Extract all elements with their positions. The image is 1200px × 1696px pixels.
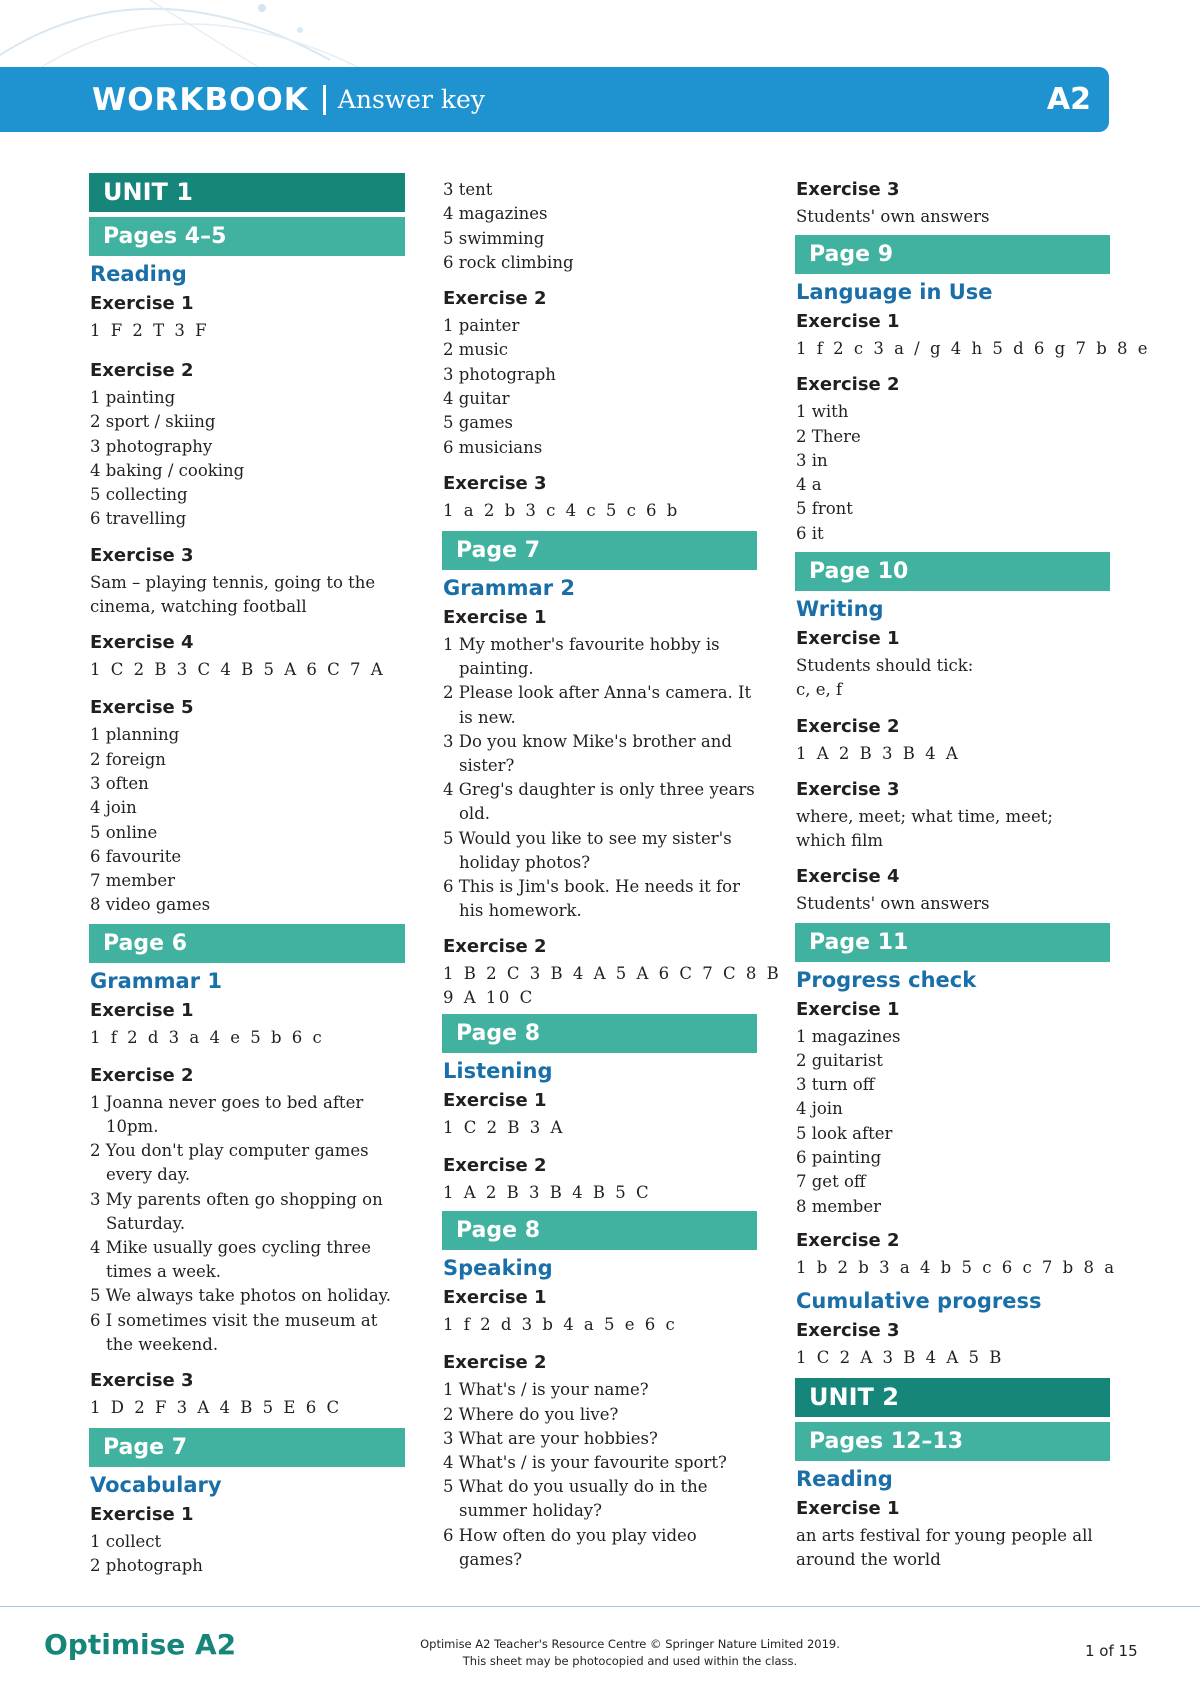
answer-item: 7 member [90,871,176,891]
answer-item: 7 get off [796,1172,866,1192]
answer-item: 6 musicians [443,437,543,457]
answer-item: 5 swimming [443,228,545,248]
pages-heading: Pages 12–13 [795,1422,1110,1461]
section-grammar-2: Grammar 2 [443,575,575,600]
answer-item: 3 often [90,773,149,793]
exercise-title: Exercise 4 [796,866,900,888]
header-subtitle: Answer key [337,85,485,114]
answer-item: 4 join [796,1099,843,1119]
answer-item: 5 look after [796,1123,893,1143]
section-reading: Reading [796,1466,893,1491]
exercise-title: Exercise 1 [90,999,194,1021]
answer-item: 5 games [443,413,514,433]
answer-item: an arts festival for young people all [796,1525,1093,1545]
answer-item: 4 What's / is your favourite sport? [443,1453,727,1473]
answer-item: 8 member [796,1196,882,1216]
column-3 [795,178,1151,1573]
page-number: 1 of 15 [1085,1642,1138,1660]
column-2 [442,178,782,1572]
answer-line: 1 D 2 F 3 A 4 B 5 E 6 C [90,1397,342,1417]
answer-item: 1 Joanna never goes to bed after 10pm. [90,1092,364,1136]
exercise-title: Exercise 3 [796,179,900,200]
header-workbook-title: WORKBOOK [92,81,309,118]
exercise-title: Exercise 2 [443,1155,547,1177]
answer-line: 1 C 2 A 3 B 4 A 5 B [796,1347,1004,1367]
page-heading: Page 11 [795,923,1110,962]
answer-item: Students' own answers [796,207,990,226]
pages-heading: Pages 4–5 [89,217,405,256]
exercise-title: Exercise 1 [443,1090,547,1112]
exercise-title: Exercise 3 [796,778,900,800]
answer-line: 1 C 2 B 3 C 4 B 5 A 6 C 7 A [90,660,386,680]
page-heading: Page 7 [442,531,757,570]
answer-item: 1 My mother's favourite hobby is painting. [443,634,720,679]
footer-copyright [360,1636,900,1670]
answer-item: 1 collect [90,1531,162,1551]
exercise-title: Exercise 1 [90,1503,194,1525]
answer-item: 1 What's / is your name? [443,1380,649,1400]
answer-item: c, e, f [796,680,843,700]
answer-item: 6 painting [796,1148,882,1168]
answer-item: 2 music [443,340,509,360]
answer-item: 2 There [796,426,861,446]
answer-item: 4 join [90,798,137,818]
answer-line: 1 A 2 B 3 B 4 B 5 C [443,1183,652,1203]
answer-item: 2 Where do you live? [443,1404,619,1424]
exercise-title: Exercise 1 [796,628,900,650]
answer-item: 5 collecting [90,485,188,505]
answer-item: 3 photograph [443,364,556,384]
answer-item: 6 How often do you play video games? [443,1525,697,1569]
answer-item: 6 I sometimes visit the museum at the weekend. [90,1310,378,1354]
exercise-title: Exercise 2 [796,1229,900,1251]
answer-item: 5 What do you usually do in the summer holiday? [443,1477,708,1521]
header-bar [0,67,1109,132]
answer-item: 5 online [90,822,158,842]
answer-item: 3 turn off [796,1075,875,1095]
exercise-title: Exercise 4 [90,632,194,654]
section-grammar-1: Grammar 1 [90,968,222,993]
answer-item: 2 Please look after Anna's camera. It is new. [443,683,752,727]
header-level: A2 [1046,82,1091,117]
answer-line: 1 a 2 b 3 c 4 c 5 c 6 b [443,500,680,520]
exercise-title: Exercise 5 [90,697,194,719]
exercise-title: Exercise 3 [90,1369,194,1391]
exercise-title: Exercise 2 [443,936,547,958]
answer-item: 4 Mike usually goes cycling three times a week. [90,1237,372,1282]
answer-item: 6 This is Jim's book. He needs it for his homework. [443,877,740,921]
page-heading: Page 8 [442,1211,757,1250]
answer-item: where, meet; what time, meet; [796,806,1053,826]
answer-item: 4 Greg's daughter is only three years old. [443,780,755,824]
header-separator [323,85,326,115]
exercise-title: Exercise 1 [443,606,547,628]
answer-item: 3 What are your hobbies? [443,1428,658,1448]
answer-item: 6 favourite [90,846,182,866]
answer-item: 8 video games [90,895,211,915]
answer-item: 2 foreign [90,749,166,769]
answer-item: 5 We always take photos on holiday. [90,1286,392,1306]
answer-item: 1 with [796,402,849,422]
answer-item: 2 photograph [90,1556,203,1576]
section-listening: Listening [443,1059,553,1084]
answer-line: 1 f 2 d 3 a 4 e 5 b 6 c [90,1027,325,1047]
answer-item: 1 planning [90,725,180,745]
section-vocabulary: Vocabulary [90,1472,222,1497]
section-progress-check: Progress check [796,967,977,992]
answer-item: 1 magazines [796,1026,901,1046]
exercise-title: Exercise 2 [443,1352,547,1374]
answer-item: 3 tent [443,180,493,199]
exercise-title: Exercise 1 [796,311,900,333]
answer-item: Students should tick: [796,656,974,676]
exercise-title: Exercise 2 [796,715,900,737]
answer-item: 3 My parents often go shopping on Saturday. [90,1189,383,1233]
answer-item: 3 photography [90,436,213,456]
answer-item: 1 painting [90,388,176,407]
answer-line: 1 F 2 T 3 F [90,321,210,340]
page-heading: Page 6 [89,924,405,963]
page-heading: Page 7 [89,1428,405,1467]
footer-divider [0,1606,1200,1607]
answer-item: 2 sport / skiing [90,412,216,432]
answer-item: 5 front [796,499,853,519]
exercise-title: Exercise 2 [796,374,900,396]
answer-line: 1 f 2 d 3 b 4 a 5 e 6 c [443,1315,678,1335]
answer-item: 4 a [796,475,822,495]
answer-item: 6 it [796,523,824,543]
answer-item: which film [796,830,884,850]
footer-copyright-line-1: Optimise A2 Teacher's Resource Centre © Springer Nature Limited 2019. [420,1637,840,1651]
section-reading: Reading [90,262,187,286]
exercise-title: Exercise 3 [443,472,547,494]
exercise-title: Exercise 1 [90,293,194,314]
section-cumulative-progress: Cumulative progress [796,1288,1042,1313]
section-language-in-use: Language in Use [796,280,993,305]
answer-line: 1 A 2 B 3 B 4 A [796,743,961,763]
answer-item: 1 painter [443,316,520,336]
answer-item: 6 rock climbing [443,252,574,272]
answer-item: 4 guitar [443,389,510,409]
answer-line: 1 B 2 C 3 B 4 A 5 A 6 C 7 C 8 B [443,964,782,984]
answer-line: 1 C 2 B 3 A [443,1118,565,1138]
answer-line: 9 A 10 C [443,988,535,1008]
answer-item: 4 baking / cooking [90,460,245,480]
section-speaking: Speaking [443,1256,553,1281]
exercise-title: Exercise 3 [90,544,194,566]
decorative-background-arcs [0,0,380,70]
answer-item: 3 Do you know Mike's brother and sister? [443,731,732,775]
section-writing: Writing [796,597,884,622]
exercise-title: Exercise 3 [796,1319,900,1341]
footer-copyright-line-2: This sheet may be photocopied and used within the class. [462,1654,798,1668]
page-heading: Page 9 [795,235,1110,274]
answer-line: 1 f 2 c 3 a / g 4 h 5 d 6 g 7 b 8 e [796,339,1151,359]
answer-item: Sam – playing tennis, going to the [90,572,376,592]
answer-item: 5 Would you like to see my sister's holiday photos? [443,828,732,872]
answer-item: 4 magazines [443,204,548,224]
page-heading: Page 10 [795,552,1110,591]
footer-brand-logo: Optimise A2 [44,1628,237,1661]
answer-item: 2 guitarist [796,1050,883,1070]
exercise-title: Exercise 2 [443,288,547,310]
exercise-title: Exercise 2 [90,360,194,381]
answer-item: 3 in [796,450,828,470]
answer-item: 2 You don't play computer games every day. [90,1141,369,1185]
answer-item: 6 travelling [90,509,187,529]
unit-heading: UNIT 1 [89,173,405,212]
answer-item: cinema, watching football [90,597,307,617]
exercise-title: Exercise 1 [443,1287,547,1309]
page-heading: Page 8 [442,1014,757,1053]
answer-item: Students' own answers [796,894,990,914]
answer-item: around the world [796,1550,941,1570]
column-1 [89,173,405,1579]
exercise-title: Exercise 1 [796,1497,900,1519]
exercise-title: Exercise 1 [796,998,900,1020]
answer-line: 1 b 2 b 3 a 4 b 5 c 6 c 7 b 8 a [796,1257,1117,1277]
unit-heading: UNIT 2 [795,1378,1110,1417]
exercise-title: Exercise 2 [90,1064,194,1086]
